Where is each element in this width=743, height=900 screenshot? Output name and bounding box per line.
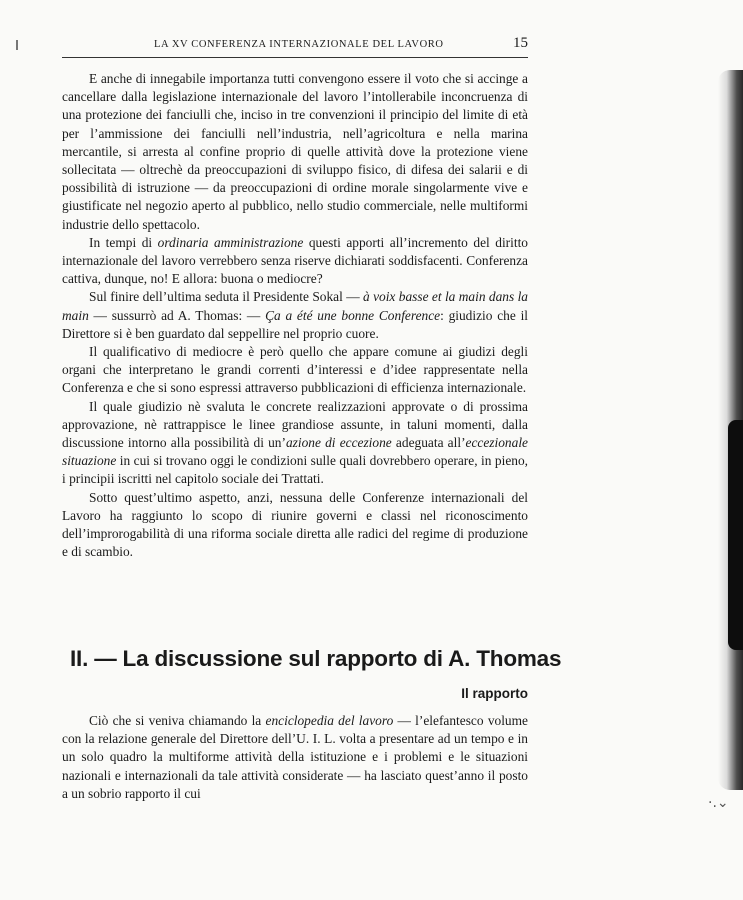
paragraph-6: Sotto quest’ultimo aspetto, anzi, nessuna delle Conferenze internazionali del Lavoro ha raggiunto lo scopo di riunire governi e classi nel riconoscimento dell’improrogabilità di una riforma sociale diretta alle radici del regime di produzione e di scambio. <box>62 489 528 560</box>
corner-mark: ·.⌄ <box>708 795 729 811</box>
paragraph-5: Il quale giudizio nè svaluta le concrete realizzazioni approvate o di prossima approvazione, nè rattrappisce le linee grandiose assunte, in taluni momenti, dalla discussione intorno alla possibilità di un’azione di eccezione adeguata all’eccezionale situazione in cui si trovano oggi le condizioni sulle quali dovrebbero operare, in pieno, i principii iscritti nel capitolo sociale dei Trattati. <box>62 398 528 487</box>
paragraph-2: In tempi di ordinaria amministrazione questi apporti all’incremento del diritto internazionale del lavoro verrebbero senza riserve dichiarati soddisfacenti. Conferenza cattiva, dunque, no! E allora: buona o mediocre? <box>62 234 529 287</box>
running-title: LA XV CONFERENZA INTERNAZIONALE DEL LAVORO <box>154 39 444 50</box>
paragraph-1: E anche di innegabile importanza tutti convengono essere il voto che si accinge a cancellare dalla legislazione internazionale del lavoro l’intollerabile inconcruenza di una protezione dei fanciulli che, inciso in tre convenzioni il principio del limite di età per l’ammissione dei fanciulli nell’industria, nell’agricoltura e nella marina mercantile, si arresta al confine proprio di quelle attività dove la protezione viene sollecitata — oltrechè da preoccupazioni di sviluppo fisico, di difesa dei salarii e di possibilità di istruzione — da preoccupazioni di ordine morale singolarmente vive e giustificate nel negozio aperto al pubblico, nello studio commerciale, nelle multiformi industrie dello spettacolo. <box>62 71 528 232</box>
section-paragraph-1: Ciò che si veniva chiamando la enciclopedia del lavoro — l’elefantesco volume con la relazione generale del Direttore dell’U. I. L. volta a presentare ad un tempo e in un solo quadro la multiforme attività della istituzione e i problemi e le situazioni nazionali e internazionali da tale attività considerate — ha lasciato quest’anno il posto a un sobrio rapporto il cui <box>62 713 528 801</box>
page-edge-dark <box>728 420 743 650</box>
body-text <box>62 70 528 561</box>
section-heading: II. — La discussione sul rapporto di A. Thomas <box>70 646 562 671</box>
section-body-text <box>62 712 528 803</box>
subheading: Il rapporto <box>461 686 528 701</box>
page-header <box>62 35 528 58</box>
paragraph-3: Sul finire dell’ultima seduta il Presidente Sokal — à voix basse et la main dans la main — sussurrò ad A. Thomas: — Ça a été une bonne Conference: giudizio che il Direttore si è ben guardato dal seppellire nel proprio cuore. <box>62 289 529 341</box>
page-number: 15 <box>513 35 528 51</box>
paragraph-4: Il qualificativo di mediocre è però quello che appare comune ai giudizi degli organi che interpretano le grandi correnti d’interessi e d’idee rappresentate nella Conferenza e che si sono espressi attraverso pubblicazioni di efficienza internazionale. <box>62 344 528 396</box>
margin-mark <box>16 40 18 50</box>
